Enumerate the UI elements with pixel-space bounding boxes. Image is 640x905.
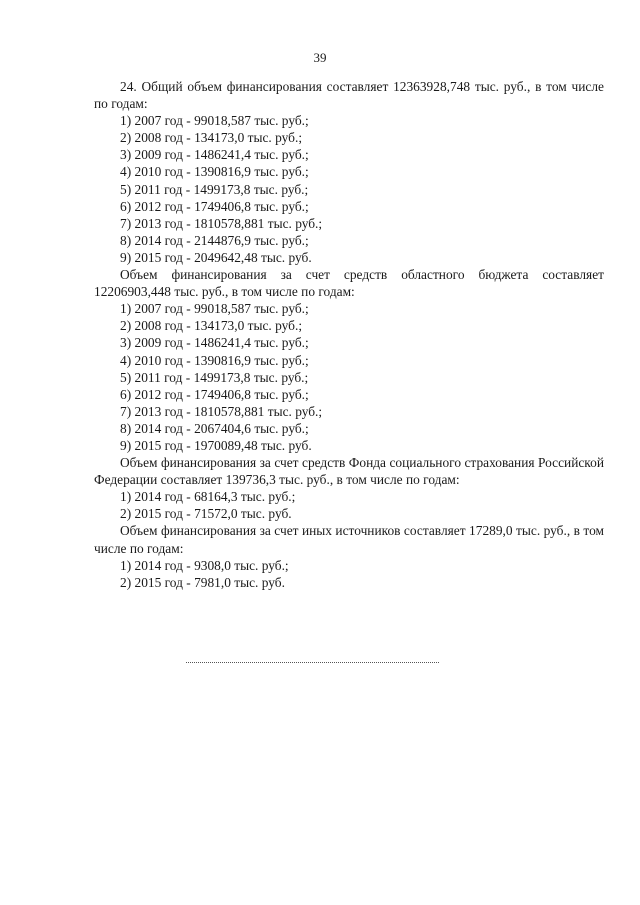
list-item: 9) 2015 год - 2049642,48 тыс. руб. — [120, 249, 312, 265]
document-body — [94, 78, 604, 591]
list-item: 2) 2015 год - 71572,0 тыс. руб. — [120, 506, 292, 522]
list-item: 5) 2011 год - 1499173,8 тыс. руб.; — [120, 369, 309, 385]
list-item: 1) 2014 год - 68164,3 тыс. руб.; — [120, 489, 296, 505]
list-item: 1) 2014 год - 9308,0 тыс. руб.; — [120, 557, 289, 573]
page-number: 39 — [313, 50, 327, 65]
list-item: 3) 2009 год - 1486241,4 тыс. руб.; — [120, 335, 309, 351]
list-item: 4) 2010 год - 1390816,9 тыс. руб.; — [120, 352, 309, 368]
list-item: 1) 2007 год - 99018,587 тыс. руб.; — [120, 113, 309, 129]
end-divider — [186, 662, 439, 663]
list-item: 3) 2009 год - 1486241,4 тыс. руб.; — [120, 147, 309, 163]
list-item: 1) 2007 год - 99018,587 тыс. руб.; — [120, 301, 309, 317]
list-item: 7) 2013 год - 1810578,881 тыс. руб.; — [120, 215, 323, 231]
section-intro: Объем финансирования за счет средств Фонда социального страхования Российской Федерации составляет 139736,3 тыс. руб., в том числе по годам: — [94, 455, 604, 488]
list-item: 8) 2014 год - 2144876,9 тыс. руб.; — [120, 232, 309, 248]
list-item: 2) 2015 год - 7981,0 тыс. руб. — [120, 574, 285, 590]
section-intro: Объем финансирования за счет средств областного бюджета составляет 12206903,448 тыс. руб., в том числе по годам: — [94, 267, 604, 300]
list-item: 4) 2010 год - 1390816,9 тыс. руб.; — [120, 164, 309, 180]
list-item: 6) 2012 год - 1749406,8 тыс. руб.; — [120, 386, 309, 402]
list-item: 9) 2015 год - 1970089,48 тыс. руб. — [120, 437, 312, 453]
list-item: 7) 2013 год - 1810578,881 тыс. руб.; — [120, 403, 323, 419]
list-item: 2) 2008 год - 134173,0 тыс. руб.; — [120, 318, 303, 334]
section-intro: 24. Общий объем финансирования составляет 12363928,748 тыс. руб., в том числе по годам: — [94, 79, 604, 112]
list-item: 6) 2012 год - 1749406,8 тыс. руб.; — [120, 198, 309, 214]
list-item: 2) 2008 год - 134173,0 тыс. руб.; — [120, 130, 303, 146]
section-intro: Объем финансирования за счет иных источников составляет 17289,0 тыс. руб., в том числе по годам: — [94, 523, 604, 556]
list-item: 8) 2014 год - 2067404,6 тыс. руб.; — [120, 420, 309, 436]
list-item: 5) 2011 год - 1499173,8 тыс. руб.; — [120, 181, 309, 197]
